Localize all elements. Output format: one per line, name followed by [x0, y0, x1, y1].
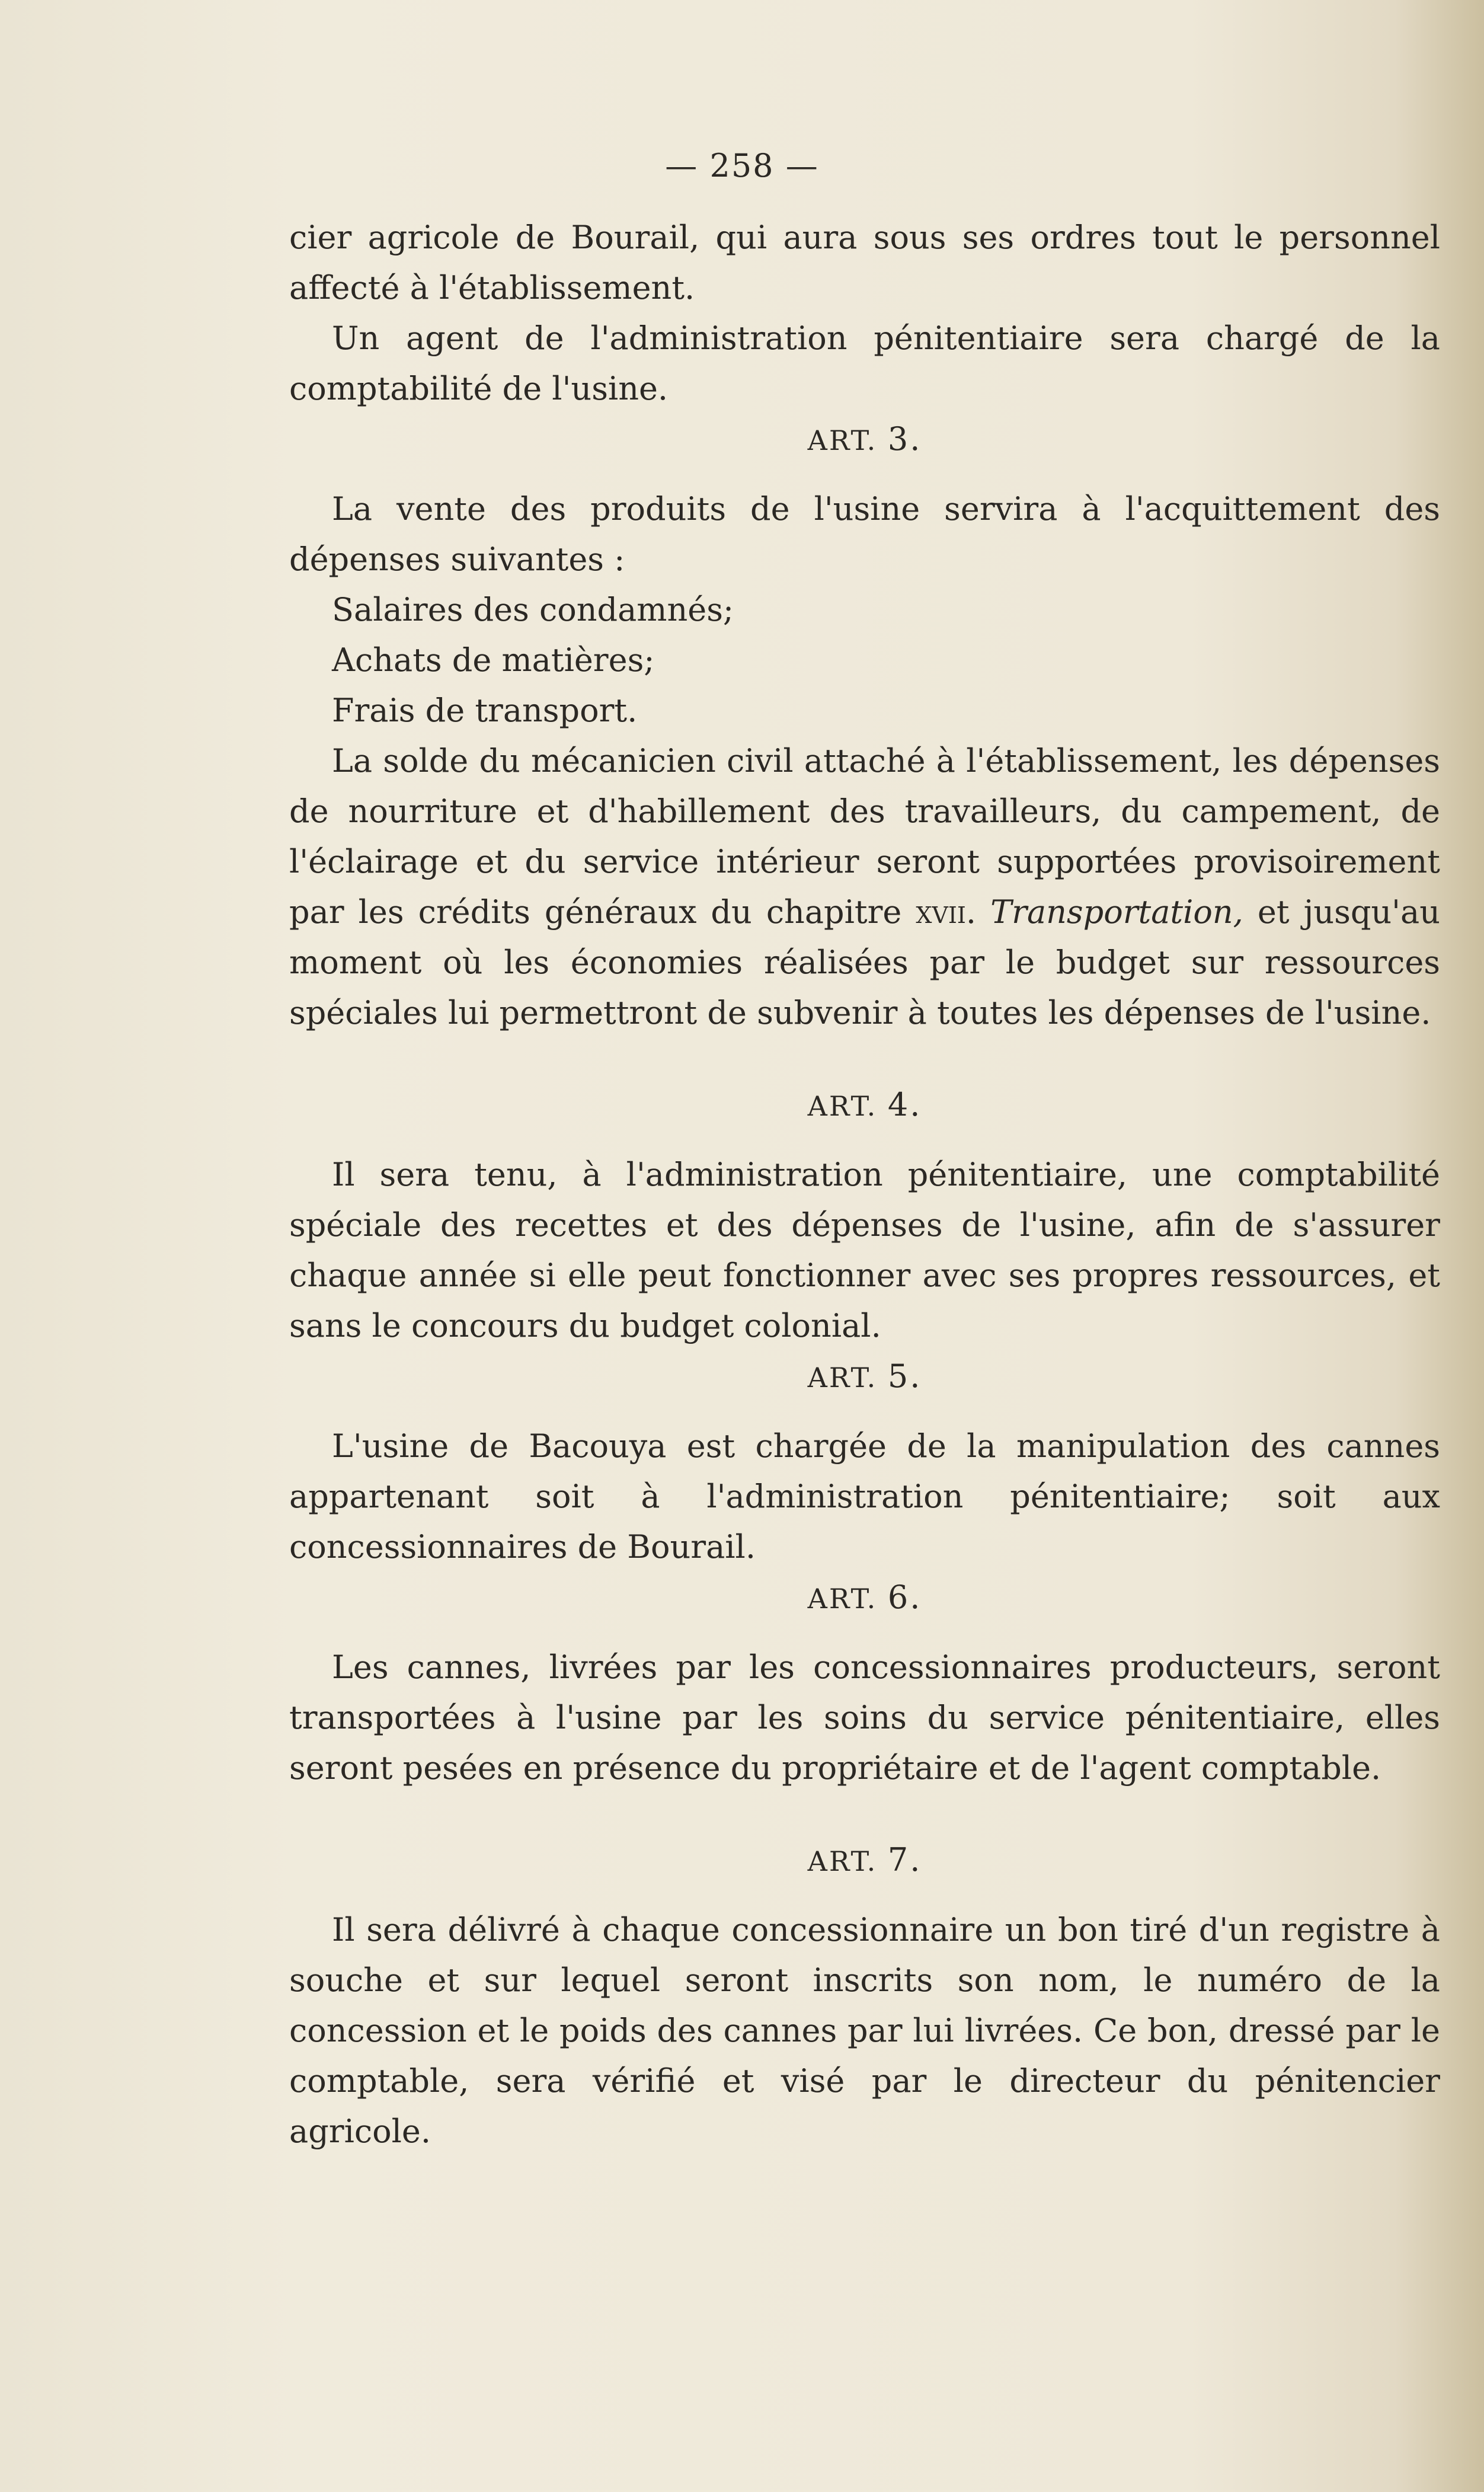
article-5-heading: [289, 1351, 1440, 1403]
article-label: ART.: [807, 1090, 878, 1122]
article-number: 3.: [887, 420, 922, 458]
article-6-heading: [289, 1572, 1440, 1624]
paragraph-4-part-a: La solde du mécanicien civil attaché à l'établissement, les dépenses de nourriture et d'habillement des travailleurs, du campement, de l'éclairage et du service intérieur seront supportées provisoirement par les crédits généraux du chapitre: [289, 742, 1440, 931]
paragraph-3: La vente des produits de l'usine servira à l'acquittement des dépenses suivantes :: [289, 490, 1440, 578]
page-number: — 258 —: [665, 147, 819, 184]
chapter-title: Transportation,: [990, 893, 1243, 931]
article-label: ART.: [807, 1583, 878, 1615]
article-label: ART.: [807, 1362, 878, 1394]
paragraph-7: Les cannes, livrées par les concessionnaires producteurs, seront transportées à l'usine par les soins du service pénitentiaire, elles seront pesées en présence du propriétaire et de l'agent comptable.: [289, 1648, 1440, 1787]
list-item-3: Frais de transport.: [332, 692, 638, 729]
paragraph-2: Un agent de l'administration pénitentiaire sera chargé de la comptabilité de l'usine.: [289, 320, 1440, 407]
article-number: 5.: [887, 1357, 922, 1395]
list-item-2: Achats de matières;: [332, 641, 655, 679]
paragraph-8: Il sera délivré à chaque concessionnaire un bon tiré d'un registre à souche et sur lequel seront inscrits son nom, le numéro de la concession et le poids des cannes par lui livrées. Ce bon, dressé par le comptable, sera vérifié et visé par le directeur du pénitencier agricole.: [289, 1911, 1440, 2150]
article-number: 7.: [887, 1841, 922, 1878]
article-label: ART.: [807, 1845, 878, 1877]
article-label: ART.: [807, 424, 878, 456]
chapter-number: xvii.: [916, 893, 977, 931]
article-4-heading: [289, 1079, 1440, 1132]
article-number: 6.: [887, 1579, 922, 1616]
paragraph-4-part-b: et jusqu'au moment où les économies réalisées par le budget sur ressources spéciales lui permettront de subvenir à toutes les dépenses de l'usine.: [289, 893, 1440, 1031]
list-item-1: Salaires des condamnés;: [332, 591, 734, 628]
paragraph-4: [289, 736, 1440, 1038]
paragraph-1: cier agricole de Bourail, qui aura sous ses ordres tout le personnel affecté à l'établissement.: [289, 219, 1440, 306]
article-3-heading: [289, 414, 1440, 466]
paragraph-5: Il sera tenu, à l'administration pénitentiaire, une comptabilité spéciale des recettes et des dépenses de l'usine, afin de s'assurer chaque année si elle peut fonctionner avec ses propres ressources, et sans le concours du budget colonial.: [289, 1156, 1440, 1344]
article-7-heading: [289, 1835, 1440, 1887]
article-number: 4.: [887, 1086, 922, 1123]
paragraph-6: L'usine de Bacouya est chargée de la manipulation des cannes appartenant soit à l'administration pénitentiaire; soit aux concessionnaires de Bourail.: [289, 1427, 1440, 1566]
body-text: [289, 212, 1440, 2156]
